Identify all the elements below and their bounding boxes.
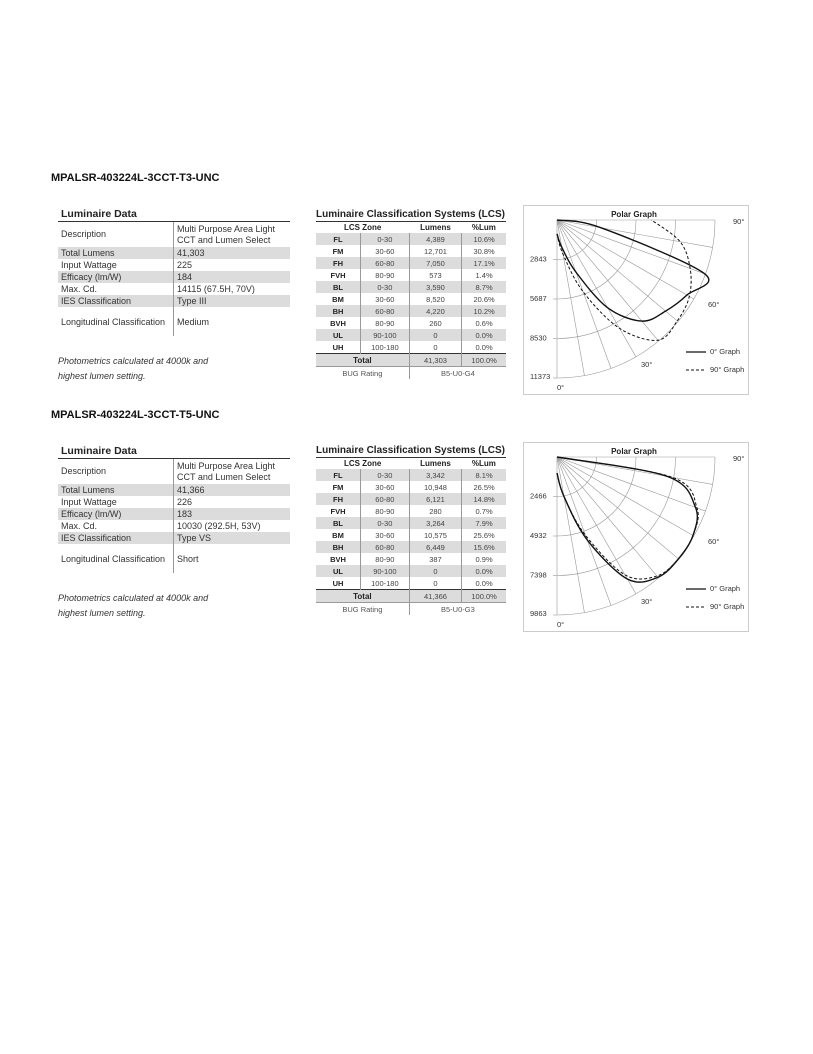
lum-row-longitudinal xyxy=(58,544,290,573)
polar-grid xyxy=(553,220,715,378)
lum-row-max-cd xyxy=(58,520,290,532)
lum-value: 14115 (67.5H, 70V) xyxy=(174,283,291,295)
lcs-zone: FH xyxy=(316,257,361,269)
lum-value: Medium xyxy=(174,307,291,336)
lcs-pct: 0.0% xyxy=(462,329,506,341)
lcs-lumens: 7,050 xyxy=(409,257,461,269)
lum-row-longitudinal xyxy=(58,307,290,336)
lcs-range: 60-80 xyxy=(361,493,410,505)
lcs-range: 80-90 xyxy=(361,317,410,329)
lcs-pct: 7.9% xyxy=(462,517,506,529)
lcs-row-bh xyxy=(316,305,506,317)
lum-label: Efficacy (lm/W) xyxy=(58,271,174,283)
bug-rating-value: B5-U0-G4 xyxy=(409,367,506,380)
lcs-total-pct: 100.0% xyxy=(462,590,506,603)
lum-label: IES Classification xyxy=(58,532,174,544)
lum-label: Description xyxy=(61,466,107,476)
ring-label: 9863 xyxy=(530,609,547,618)
lcs-row-bm xyxy=(316,293,506,305)
lcs-range: 80-90 xyxy=(361,505,410,517)
lcs-row-ul xyxy=(316,329,506,341)
lcs-range: 100-180 xyxy=(361,341,410,354)
lcs-table-block xyxy=(316,445,506,615)
polar-graph-svg xyxy=(524,443,748,631)
luminaire-data xyxy=(58,208,290,336)
lcs-pct: 25.6% xyxy=(462,529,506,541)
luminaire-data xyxy=(58,445,290,573)
lcs-zone: BM xyxy=(332,294,344,304)
ring-label: 7398 xyxy=(530,570,547,580)
lum-row-efficacy xyxy=(58,508,290,520)
lcs-zone: FH xyxy=(316,493,361,505)
lcs-lumens: 260 xyxy=(409,317,461,329)
lum-value: Multi Purpose Area Light CCT and Lumen Select xyxy=(174,222,291,247)
bug-rating-value: B5-U0-G3 xyxy=(409,603,506,616)
lcs-zone: BL xyxy=(316,517,361,529)
lum-value: Multi Purpose Area Light CCT and Lumen Select xyxy=(174,459,291,484)
lcs-range: 90-100 xyxy=(361,329,410,341)
lcs-pct: 0.7% xyxy=(462,505,506,517)
lum-row-total-lumens xyxy=(58,484,290,496)
lcs-zone: BH xyxy=(316,541,361,553)
lcs-row-fm xyxy=(316,481,506,493)
photometrics-note xyxy=(58,591,208,621)
polar-graph-svg xyxy=(524,206,748,394)
lcs-lumens: 3,264 xyxy=(409,517,461,529)
polar-spoke xyxy=(557,457,659,578)
angle-label-30: 30° xyxy=(641,597,653,606)
lcs-header-row xyxy=(316,458,506,469)
lcs-total-lumens: 41,303 xyxy=(409,354,461,367)
note-line: Photometrics calculated at 4000k and xyxy=(58,593,209,603)
lcs-lumens: 0 xyxy=(409,329,461,341)
lcs-lumens: 573 xyxy=(409,269,461,281)
lum-label: Longitudinal Classification xyxy=(61,553,166,564)
lcs-pct: 0.0% xyxy=(462,577,506,590)
lcs-row-uh xyxy=(316,577,506,590)
bug-rating-label: BUG Rating xyxy=(316,367,409,380)
lcs-rows xyxy=(316,233,506,354)
lcs-lumens: 3,590 xyxy=(409,281,461,293)
lcs-row-fh xyxy=(316,493,506,505)
lcs-zone: BVH xyxy=(330,554,346,564)
lum-row-description xyxy=(58,459,290,484)
lcs-total-row xyxy=(316,354,506,367)
lcs-header-zone: LCS Zone xyxy=(343,459,382,468)
lcs-zone: UH xyxy=(332,578,344,588)
lcs-zone: FL xyxy=(316,469,361,481)
lcs-row-bh xyxy=(316,541,506,553)
lum-row-ies xyxy=(58,532,290,544)
polar-title: Polar Graph xyxy=(611,447,657,456)
lum-label: Total Lumens xyxy=(58,484,174,496)
note-line: highest lumen setting. xyxy=(58,608,146,618)
lcs-pct: 1.4% xyxy=(462,269,506,281)
lum-label: Max. Cd. xyxy=(61,521,98,531)
luminaire-data-title: Luminaire Data xyxy=(58,445,290,459)
luminaire-table xyxy=(58,222,290,336)
bug-rating-row xyxy=(316,367,506,380)
lum-value: 10030 (292.5H, 53V) xyxy=(174,520,291,532)
lum-value: 41,366 xyxy=(174,484,291,496)
lcs-row-fvh xyxy=(316,269,506,281)
lum-value: Short xyxy=(174,544,291,573)
lcs-lumens: 10,948 xyxy=(409,481,461,493)
lcs-range: 60-80 xyxy=(361,541,410,553)
lum-label: Longitudinal Classification xyxy=(61,316,166,327)
lcs-row-uh xyxy=(316,341,506,354)
lum-value: 183 xyxy=(174,508,291,520)
lcs-total-label: Total xyxy=(316,354,409,367)
lcs-header-pct: %Lum xyxy=(471,223,496,232)
lcs-total-label: Total xyxy=(316,590,409,603)
luminaire-data-title: Luminaire Data xyxy=(58,208,290,222)
lcs-header-zone: LCS Zone xyxy=(343,223,382,232)
lcs-pct: 8.7% xyxy=(462,281,506,293)
lcs-zone: BH xyxy=(316,305,361,317)
legend-90deg-label: 90° Graph xyxy=(710,602,745,611)
lum-value: 225 xyxy=(174,259,291,271)
lcs-pct: 0.9% xyxy=(462,553,506,565)
bug-rating-label: BUG Rating xyxy=(316,603,409,616)
lcs-total-lumens: 41,366 xyxy=(409,590,461,603)
lcs-lumens: 0 xyxy=(409,577,461,590)
lum-row-input-wattage xyxy=(58,496,290,508)
lcs-zone: UL xyxy=(316,565,361,577)
lum-row-description xyxy=(58,222,290,247)
luminaire-table xyxy=(58,459,290,573)
polar-graph xyxy=(523,442,749,632)
lum-row-max-cd xyxy=(58,283,290,295)
polar-spoke xyxy=(557,457,678,559)
lcs-row-fl xyxy=(316,469,506,481)
legend-90deg-label: 90° Graph xyxy=(710,365,745,374)
polar-spoke xyxy=(557,220,611,368)
lcs-row-fvh xyxy=(316,505,506,517)
lcs-pct: 10.2% xyxy=(462,305,506,317)
angle-label-30: 30° xyxy=(641,360,653,369)
lum-label: Input Wattage xyxy=(61,497,117,507)
lcs-header-row xyxy=(316,222,506,233)
lcs-range: 100-180 xyxy=(361,577,410,590)
lcs-zone: FVH xyxy=(330,506,346,516)
lcs-lumens: 3,342 xyxy=(409,469,461,481)
bug-rating-row xyxy=(316,603,506,616)
lum-value: Type III xyxy=(174,295,291,307)
ring-label: 11373 xyxy=(530,372,551,381)
angle-label-60: 60° xyxy=(708,537,720,546)
note-line: highest lumen setting. xyxy=(58,371,146,381)
lcs-zone: UH xyxy=(332,342,344,352)
ring-label: 5687 xyxy=(530,294,547,303)
lcs-range: 60-80 xyxy=(361,305,410,317)
lum-row-efficacy xyxy=(58,271,290,283)
lum-value: 41,303 xyxy=(174,247,291,259)
polar-graph xyxy=(523,205,749,395)
ring-label: 4932 xyxy=(530,531,547,540)
lcs-row-fm xyxy=(316,245,506,257)
angle-label-0: 0° xyxy=(557,383,565,392)
model-title: MPALSR-403224L-3CCT-T3-UNC xyxy=(51,172,220,184)
lum-label: Total Lumens xyxy=(58,247,174,259)
lcs-range: 80-90 xyxy=(361,269,410,281)
lcs-lumens: 0 xyxy=(409,565,461,577)
lcs-lumens: 10,575 xyxy=(409,529,461,541)
lcs-range: 60-80 xyxy=(361,257,410,269)
lcs-pct: 8.1% xyxy=(462,469,506,481)
lcs-row-bl xyxy=(316,517,506,529)
angle-label-60: 60° xyxy=(708,300,720,309)
lcs-row-fh xyxy=(316,257,506,269)
lum-value: 226 xyxy=(174,496,291,508)
series-90deg-line xyxy=(557,220,691,340)
lcs-pct: 0.0% xyxy=(462,341,506,354)
legend-0deg-label: 0° Graph xyxy=(710,347,741,356)
polar-spoke xyxy=(557,220,705,274)
ring-label: 2466 xyxy=(530,491,547,501)
lcs-total-pct: 100.0% xyxy=(462,354,506,367)
lcs-pct: 30.8% xyxy=(462,245,506,257)
polar-grid xyxy=(553,457,715,615)
lcs-range: 30-60 xyxy=(361,245,410,257)
lum-label: IES Classification xyxy=(58,295,174,307)
lum-row-input-wattage xyxy=(58,259,290,271)
lum-label: Description xyxy=(61,229,107,239)
lcs-zone: FVH xyxy=(330,270,346,280)
note-line: Photometrics calculated at 4000k and xyxy=(58,356,209,366)
lum-label: Input Wattage xyxy=(61,260,117,270)
lcs-table xyxy=(316,222,506,379)
polar-title: Polar Graph xyxy=(611,210,657,219)
lcs-row-bm xyxy=(316,529,506,541)
polar-spoke xyxy=(557,220,659,341)
angle-label-90: 90° xyxy=(733,454,745,463)
lum-row-total-lumens xyxy=(58,247,290,259)
series-0deg-line xyxy=(557,457,697,582)
lum-label: Efficacy (lm/W) xyxy=(58,508,174,520)
lcs-title: Luminaire Classification Systems (LCS) xyxy=(316,209,505,220)
lcs-header-pct: %Lum xyxy=(471,459,496,468)
lcs-pct: 20.6% xyxy=(462,293,506,305)
lcs-range: 30-60 xyxy=(361,293,410,305)
lum-value: 184 xyxy=(174,271,291,283)
lcs-lumens: 280 xyxy=(409,505,461,517)
lum-label: Max. Cd. xyxy=(61,284,98,294)
lcs-lumens: 4,220 xyxy=(409,305,461,317)
lcs-lumens: 6,121 xyxy=(409,493,461,505)
lcs-range: 30-60 xyxy=(361,529,410,541)
polar-spoke xyxy=(557,457,611,605)
legend-0deg-label: 0° Graph xyxy=(710,584,741,593)
lcs-range: 0-30 xyxy=(361,469,410,481)
lcs-lumens: 4,389 xyxy=(409,233,461,245)
lcs-zone: FM xyxy=(332,482,344,492)
lcs-lumens: 6,449 xyxy=(409,541,461,553)
lcs-row-bl xyxy=(316,281,506,293)
lcs-row-fl xyxy=(316,233,506,245)
lcs-zone: BL xyxy=(316,281,361,293)
lcs-zone: BVH xyxy=(330,318,346,328)
lcs-pct: 14.8% xyxy=(462,493,506,505)
lcs-range: 30-60 xyxy=(361,481,410,493)
lum-row-ies xyxy=(58,295,290,307)
photometrics-note xyxy=(58,354,208,384)
ring-label: 2843 xyxy=(530,254,547,264)
lcs-pct: 15.6% xyxy=(462,541,506,553)
lcs-table-block xyxy=(316,209,506,379)
angle-label-0: 0° xyxy=(557,620,565,629)
model-title: MPALSR-403224L-3CCT-T5-UNC xyxy=(51,409,220,421)
lcs-pct: 10.6% xyxy=(462,233,506,245)
lcs-range: 0-30 xyxy=(361,281,410,293)
lcs-range: 90-100 xyxy=(361,565,410,577)
lcs-pct: 26.5% xyxy=(462,481,506,493)
lcs-row-bvh xyxy=(316,553,506,565)
lcs-header-lumens: Lumens xyxy=(420,459,451,468)
ring-label: 8530 xyxy=(530,333,547,343)
lcs-zone: FL xyxy=(316,233,361,245)
lcs-header-lumens: Lumens xyxy=(420,223,451,232)
lcs-row-bvh xyxy=(316,317,506,329)
lcs-rows xyxy=(316,469,506,590)
lcs-zone: BM xyxy=(332,530,344,540)
lcs-pct: 17.1% xyxy=(462,257,506,269)
lcs-title: Luminaire Classification Systems (LCS) xyxy=(316,445,505,456)
lcs-table xyxy=(316,458,506,615)
polar-spoke xyxy=(557,457,705,511)
lcs-row-ul xyxy=(316,565,506,577)
lcs-lumens: 12,701 xyxy=(409,245,461,257)
lcs-lumens: 8,520 xyxy=(409,293,461,305)
lcs-zone: FM xyxy=(332,246,344,256)
lcs-range: 0-30 xyxy=(361,517,410,529)
angle-label-90: 90° xyxy=(733,217,745,226)
lum-value: Type VS xyxy=(174,532,291,544)
lcs-zone: UL xyxy=(316,329,361,341)
lcs-lumens: 387 xyxy=(409,553,461,565)
lcs-lumens: 0 xyxy=(409,341,461,354)
lcs-total-row xyxy=(316,590,506,603)
lcs-range: 80-90 xyxy=(361,553,410,565)
lcs-pct: 0.0% xyxy=(462,565,506,577)
lcs-pct: 0.6% xyxy=(462,317,506,329)
lcs-range: 0-30 xyxy=(361,233,410,245)
